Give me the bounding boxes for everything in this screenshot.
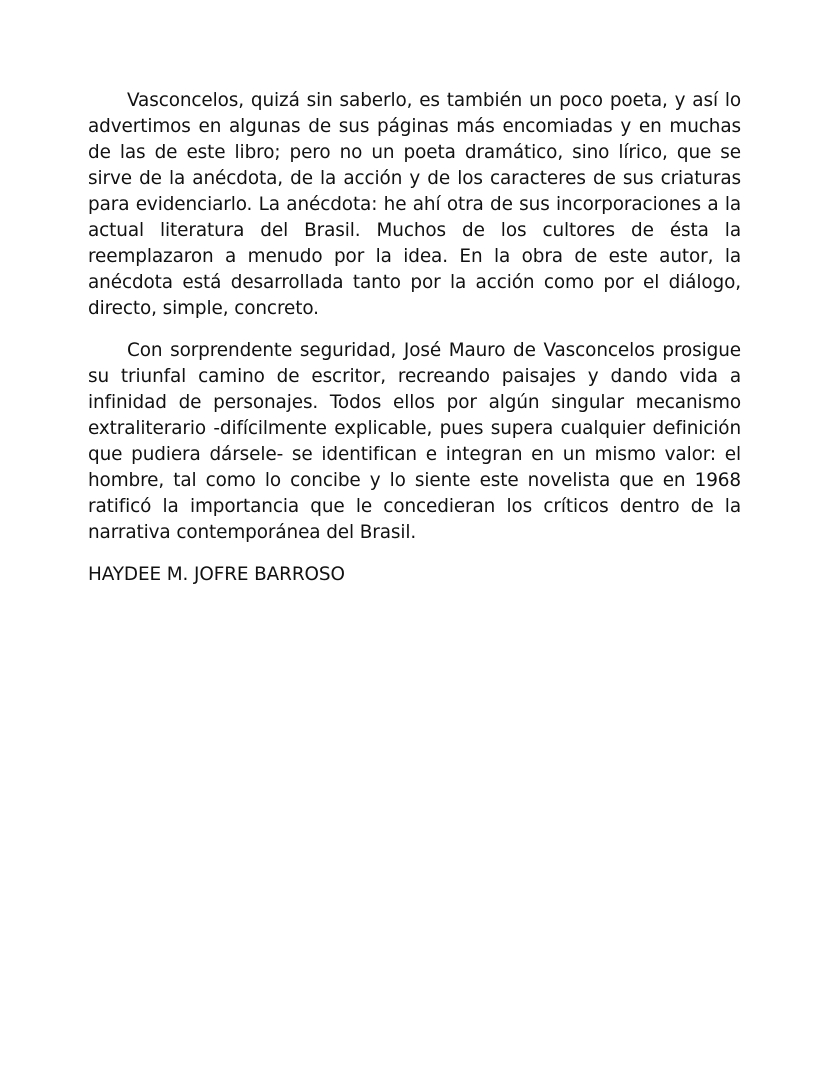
paragraph-2: Con sorprendente seguridad, José Mauro de Vasconcelos prosigue su triunfal camino de escritor, recreando paisajes y dando vida a infinidad de personajes. Todos ellos por algún singular mecanismo extraliterario -difícilmente explicable, pues supera cualquier definición que pudiera dársele- se identifican e integran en un mismo valor: el hombre, tal como lo concibe y lo siente este novelista que en 1968 ratificó la importancia que le concedieran los críticos dentro de la narrativa contemporánea del Brasil. [88,340,741,543]
author-signature: HAYDEE M. JOFRE BARROSO [88,564,345,585]
document-page [88,88,741,588]
paragraph-1: Vasconcelos, quizá sin saberlo, es también un poco poeta, y así lo advertimos en algunas de sus páginas más encomiadas y en muchas de las de este libro; pero no un poeta dramático, sino lírico, que se sirve de la anécdota, de la acción y de los caracteres de sus criaturas para evidenciarlo. La anécdota: he ahí otra de sus incorporaciones a la actual literatura del Brasil. Muchos de los cultores de ésta la reemplazaron a menudo por la idea. En la obra de este autor, la anécdota está desarrollada tanto por la acción como por el diálogo, directo, simple, concreto. [88,90,741,319]
